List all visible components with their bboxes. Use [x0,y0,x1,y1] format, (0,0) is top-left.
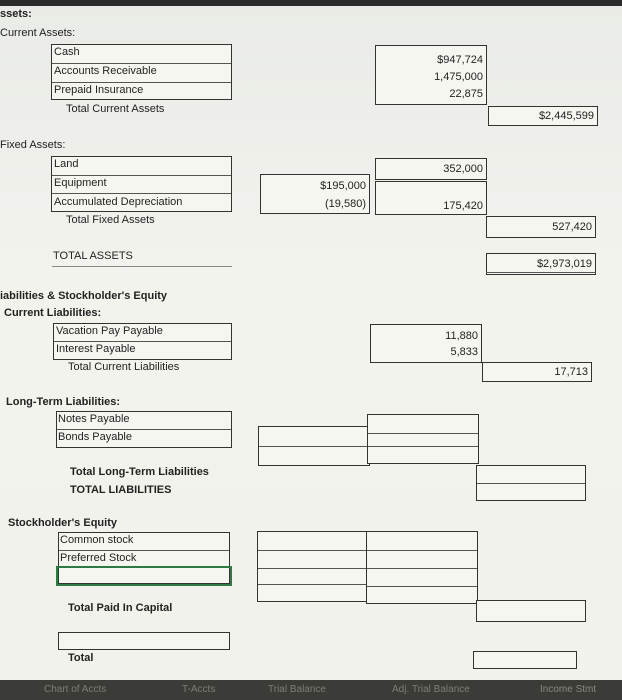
equipment-gross-value[interactable]: $195,000 [320,180,366,192]
cash-value[interactable]: $947,724 [437,54,483,66]
total-fixed-assets-value[interactable]: 527,420 [552,221,592,233]
long-term-liabilities-heading: Long-Term Liabilities: [6,396,121,408]
accounts-receivable-value[interactable]: 1,475,000 [434,71,483,83]
fixed-assets-heading: Fixed Assets: [0,139,66,151]
current-liabilities-heading: Current Liabilities: [4,307,102,319]
land-value[interactable]: 352,000 [443,163,483,175]
tab-trial-balance[interactable]: Trial Balance [268,684,326,695]
tab-adj-trial-balance[interactable]: Adj. Trial Balance [392,684,470,695]
stockholders-equity-heading: Stockholder's Equity [8,517,117,529]
assets-heading: ssets: [0,8,32,20]
notes-payable-label[interactable]: Notes Payable [58,413,130,425]
long-term-col-2-box[interactable] [367,414,479,464]
accounts-receivable-label[interactable]: Accounts Receivable [54,65,157,77]
total-paid-in-capital-label: Total Paid In Capital [68,602,173,614]
total-assets-value[interactable]: $2,973,019 [536,258,592,270]
total-assets-label: TOTAL ASSETS [53,250,133,262]
interest-payable-label[interactable]: Interest Payable [56,343,136,355]
common-stock-label[interactable]: Common stock [60,534,134,546]
liabilities-equity-heading: iabilities & Stockholder's Equity [0,290,168,302]
total-current-liabilities-label: Total Current Liabilities [68,361,180,373]
tab-t-accts[interactable]: T-Accts [182,684,216,695]
total-fixed-assets-label: Total Fixed Assets [66,214,155,226]
accumulated-depreciation-value[interactable]: (19,580) [325,198,366,210]
total-label: Total [68,652,94,664]
equipment-label[interactable]: Equipment [54,177,107,189]
selected-cell[interactable] [56,566,232,586]
tab-chart-of-accts[interactable]: Chart of Accts [44,684,107,695]
interest-payable-value[interactable]: 5,833 [450,346,478,358]
vacation-pay-payable-value[interactable]: 11,880 [445,330,478,342]
top-edge [0,0,622,6]
accumulated-depreciation-label[interactable]: Accumulated Depreciation [54,196,183,208]
tab-income-stmt[interactable]: Income Stmt [540,684,597,695]
total-paid-in-capital-cell[interactable] [476,600,586,622]
cash-label[interactable]: Cash [54,46,80,58]
total-current-assets-value[interactable]: $2,445,599 [538,110,594,122]
total-long-term-liabilities-label: Total Long-Term Liabilities [70,466,209,478]
equity-extra-box[interactable] [58,632,230,650]
prepaid-insurance-label[interactable]: Prepaid Insurance [54,84,144,96]
vacation-pay-payable-label[interactable]: Vacation Pay Payable [56,325,163,337]
equity-col-1-box[interactable] [257,531,369,602]
total-current-liabilities-value[interactable]: 17,713 [554,366,588,378]
total-liabilities-label: TOTAL LIABILITIES [70,484,172,496]
prepaid-insurance-value[interactable]: 22,875 [449,88,483,100]
total-cell[interactable] [473,651,577,669]
current-assets-heading: Current Assets: [0,27,76,39]
land-label[interactable]: Land [54,158,79,170]
bonds-payable-label[interactable]: Bonds Payable [58,431,132,443]
equipment-net-value[interactable]: 175,420 [443,200,483,212]
preferred-stock-label[interactable]: Preferred Stock [60,552,137,564]
total-current-assets-label: Total Current Assets [66,103,165,115]
